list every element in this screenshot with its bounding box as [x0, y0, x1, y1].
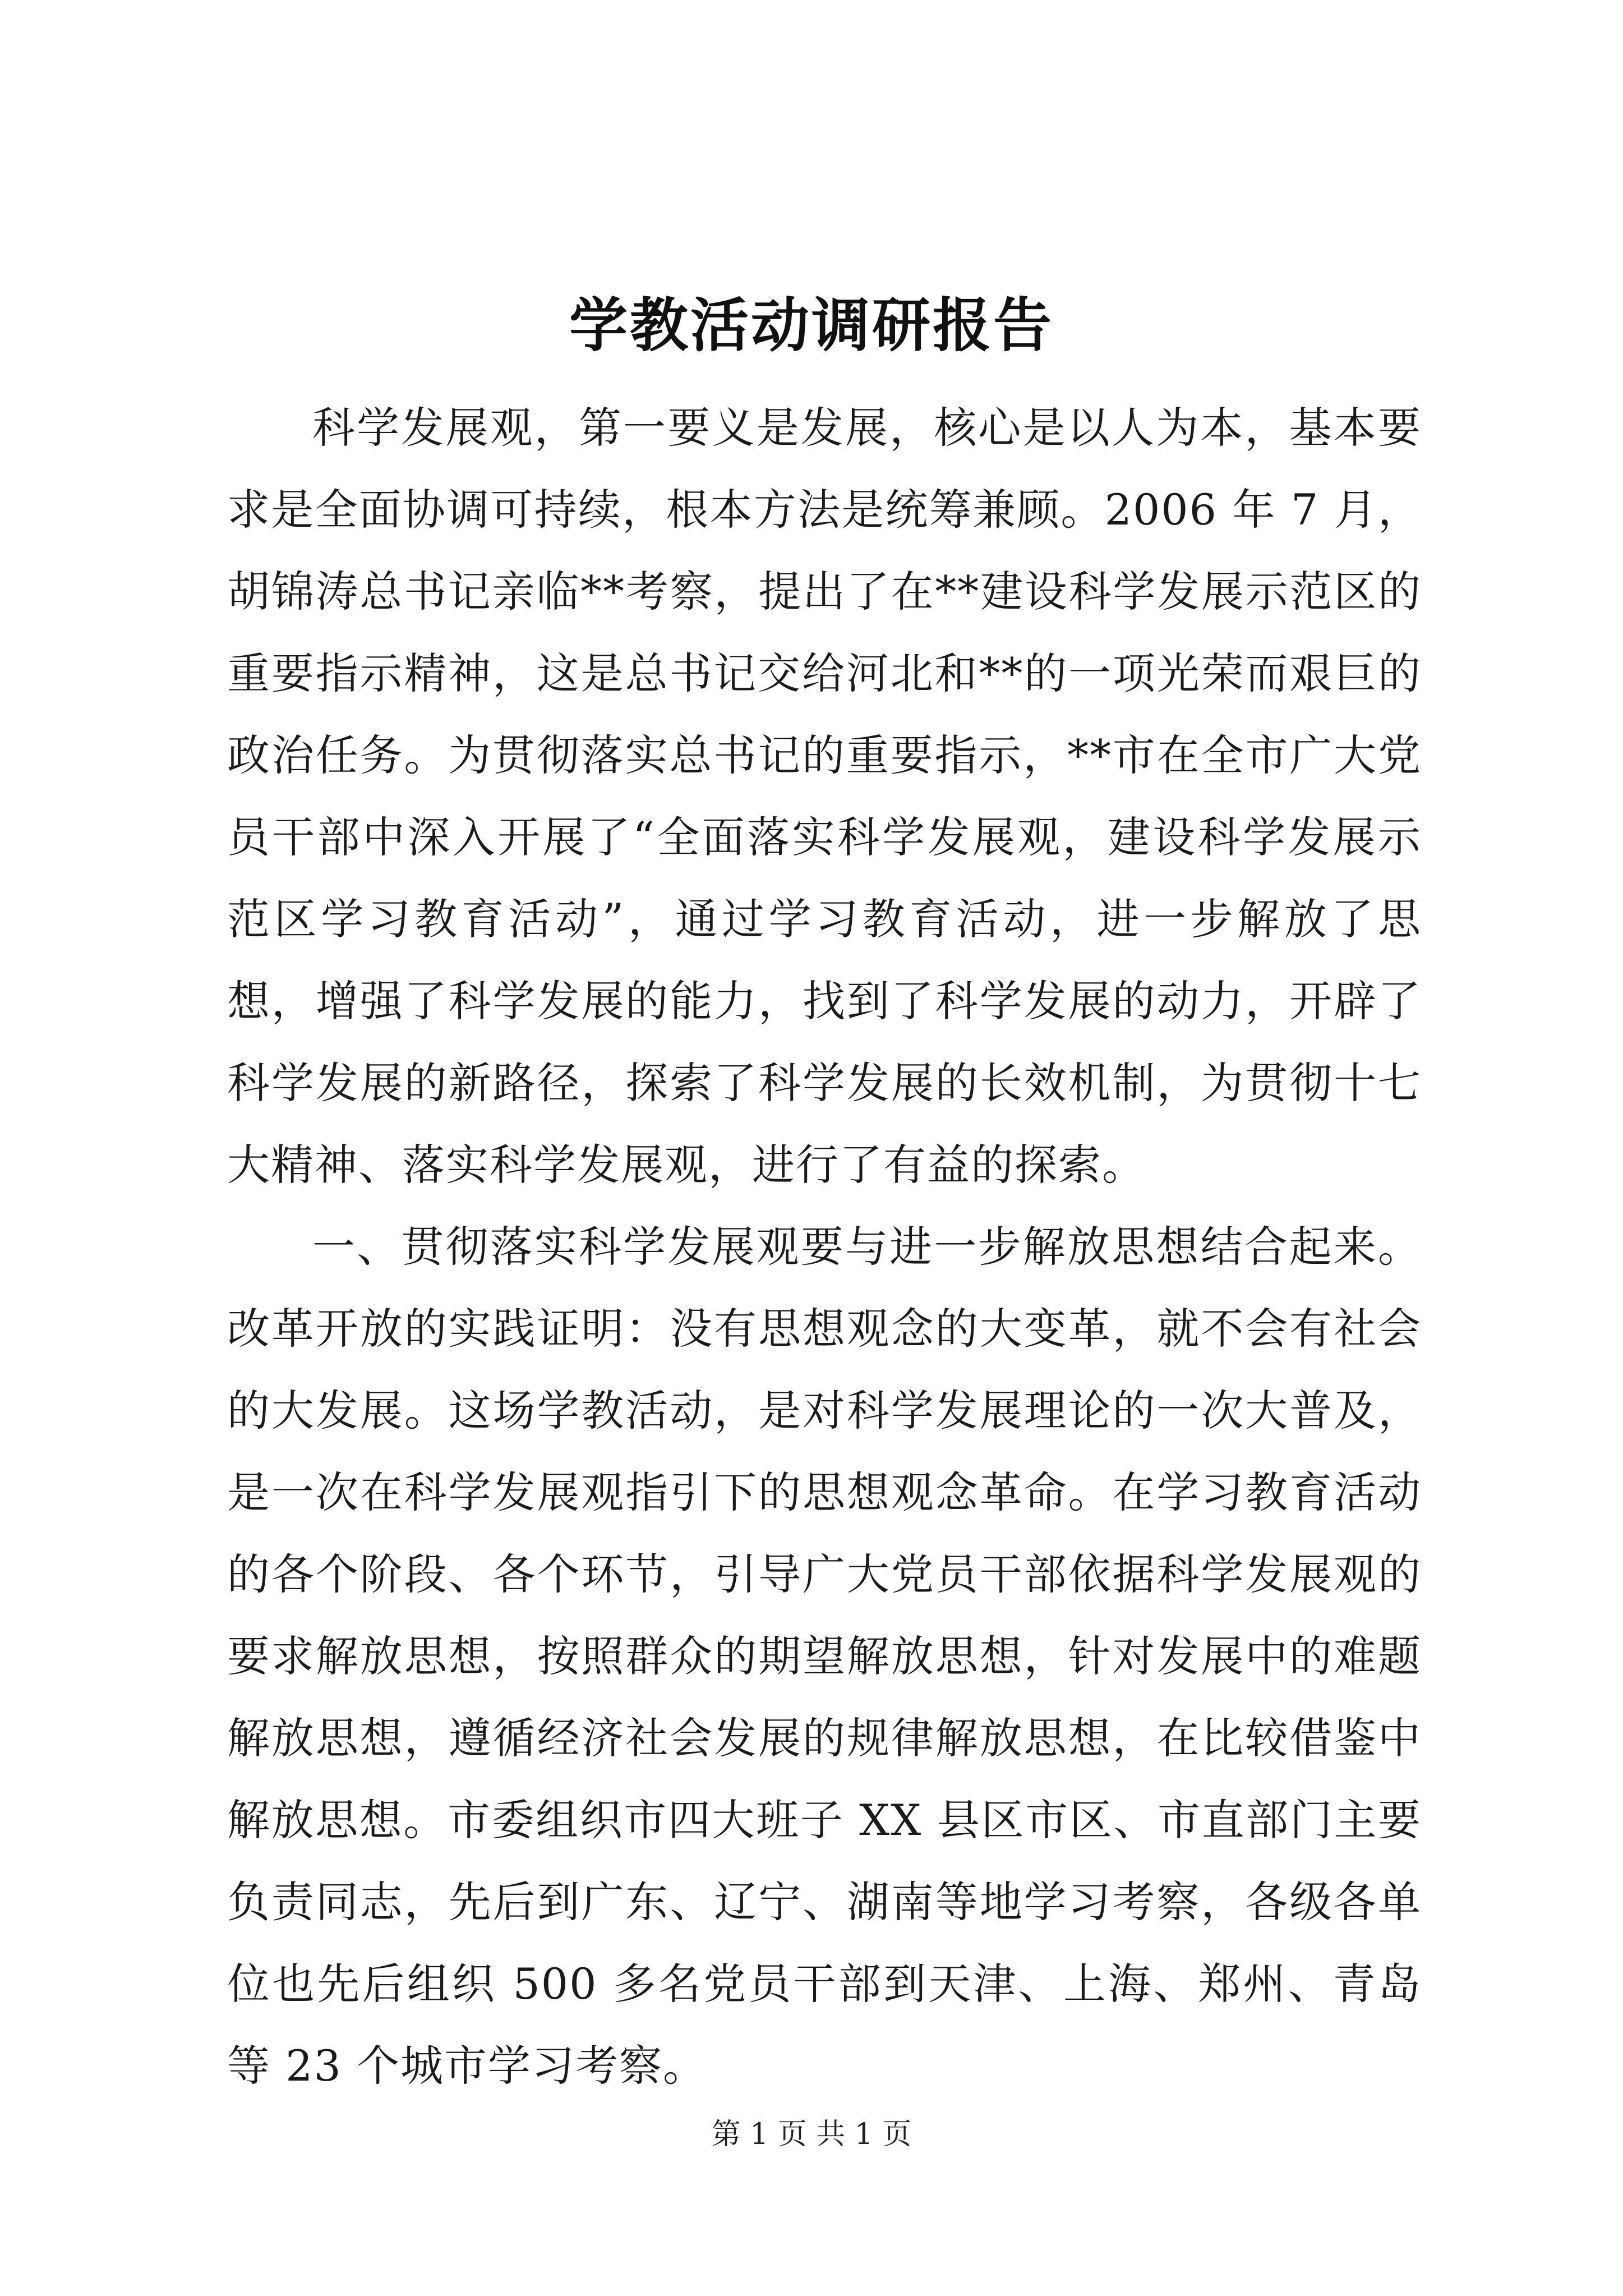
page-footer [0, 2115, 1623, 2154]
paragraph-section-one: 一、贯彻落实科学发展观要与进一步解放思想结合起来。改革开放的实践证明：没有思想观念的大变革，就不会有社会的大发展。这场学教活动，是对科学发展理论的一次大普及，是一次在科学发展观指引下的思想观念革命。在学习教育活动的各个阶段、各个环节，引导广大党员干部依据科学发展观的要求解放思想，按照群众的期望解放思想，针对发展中的难题解放思想，遵循经济社会发展的规律解放思想，在比较借鉴中解放思想。市委组织市四大班子 XX 县区市区、市直部门主要负责同志，先后到广东、辽宁、湖南等地学习考察，各级各单位也先后组织 500 多名党员干部到天津、上海、郑州、青岛等 23 个城市学习考察。 [227, 1222, 1422, 2091]
paragraph-intro: 科学发展观，第一要义是发展，核心是以人为本，基本要求是全面协调可持续，根本方法是统筹兼顾。2006 年 7 月，胡锦涛总书记亲临**考察，提出了在**建设科学发展示范区的重要指示精神，这是总书记交给河北和**的一项光荣而艰巨的政治任务。为贯彻落实总书记的重要指示，**市在全市广大党员干部中深入开展了“全面落实科学发展观，建设科学发展示范区学习教育活动”，通过学习教育活动，进一步解放了思想，增强了科学发展的能力，找到了科学发展的动力，开辟了科学发展的新路径，探索了科学发展的长效机制，为贯彻十七大精神、落实科学发展观，进行了有益的探索。 [227, 403, 1422, 1190]
page-number-label: 第 1 页 共 1 页 [711, 2118, 912, 2151]
document-body [227, 387, 1422, 2107]
document-title: 学教活动调研报告 [569, 291, 1054, 360]
